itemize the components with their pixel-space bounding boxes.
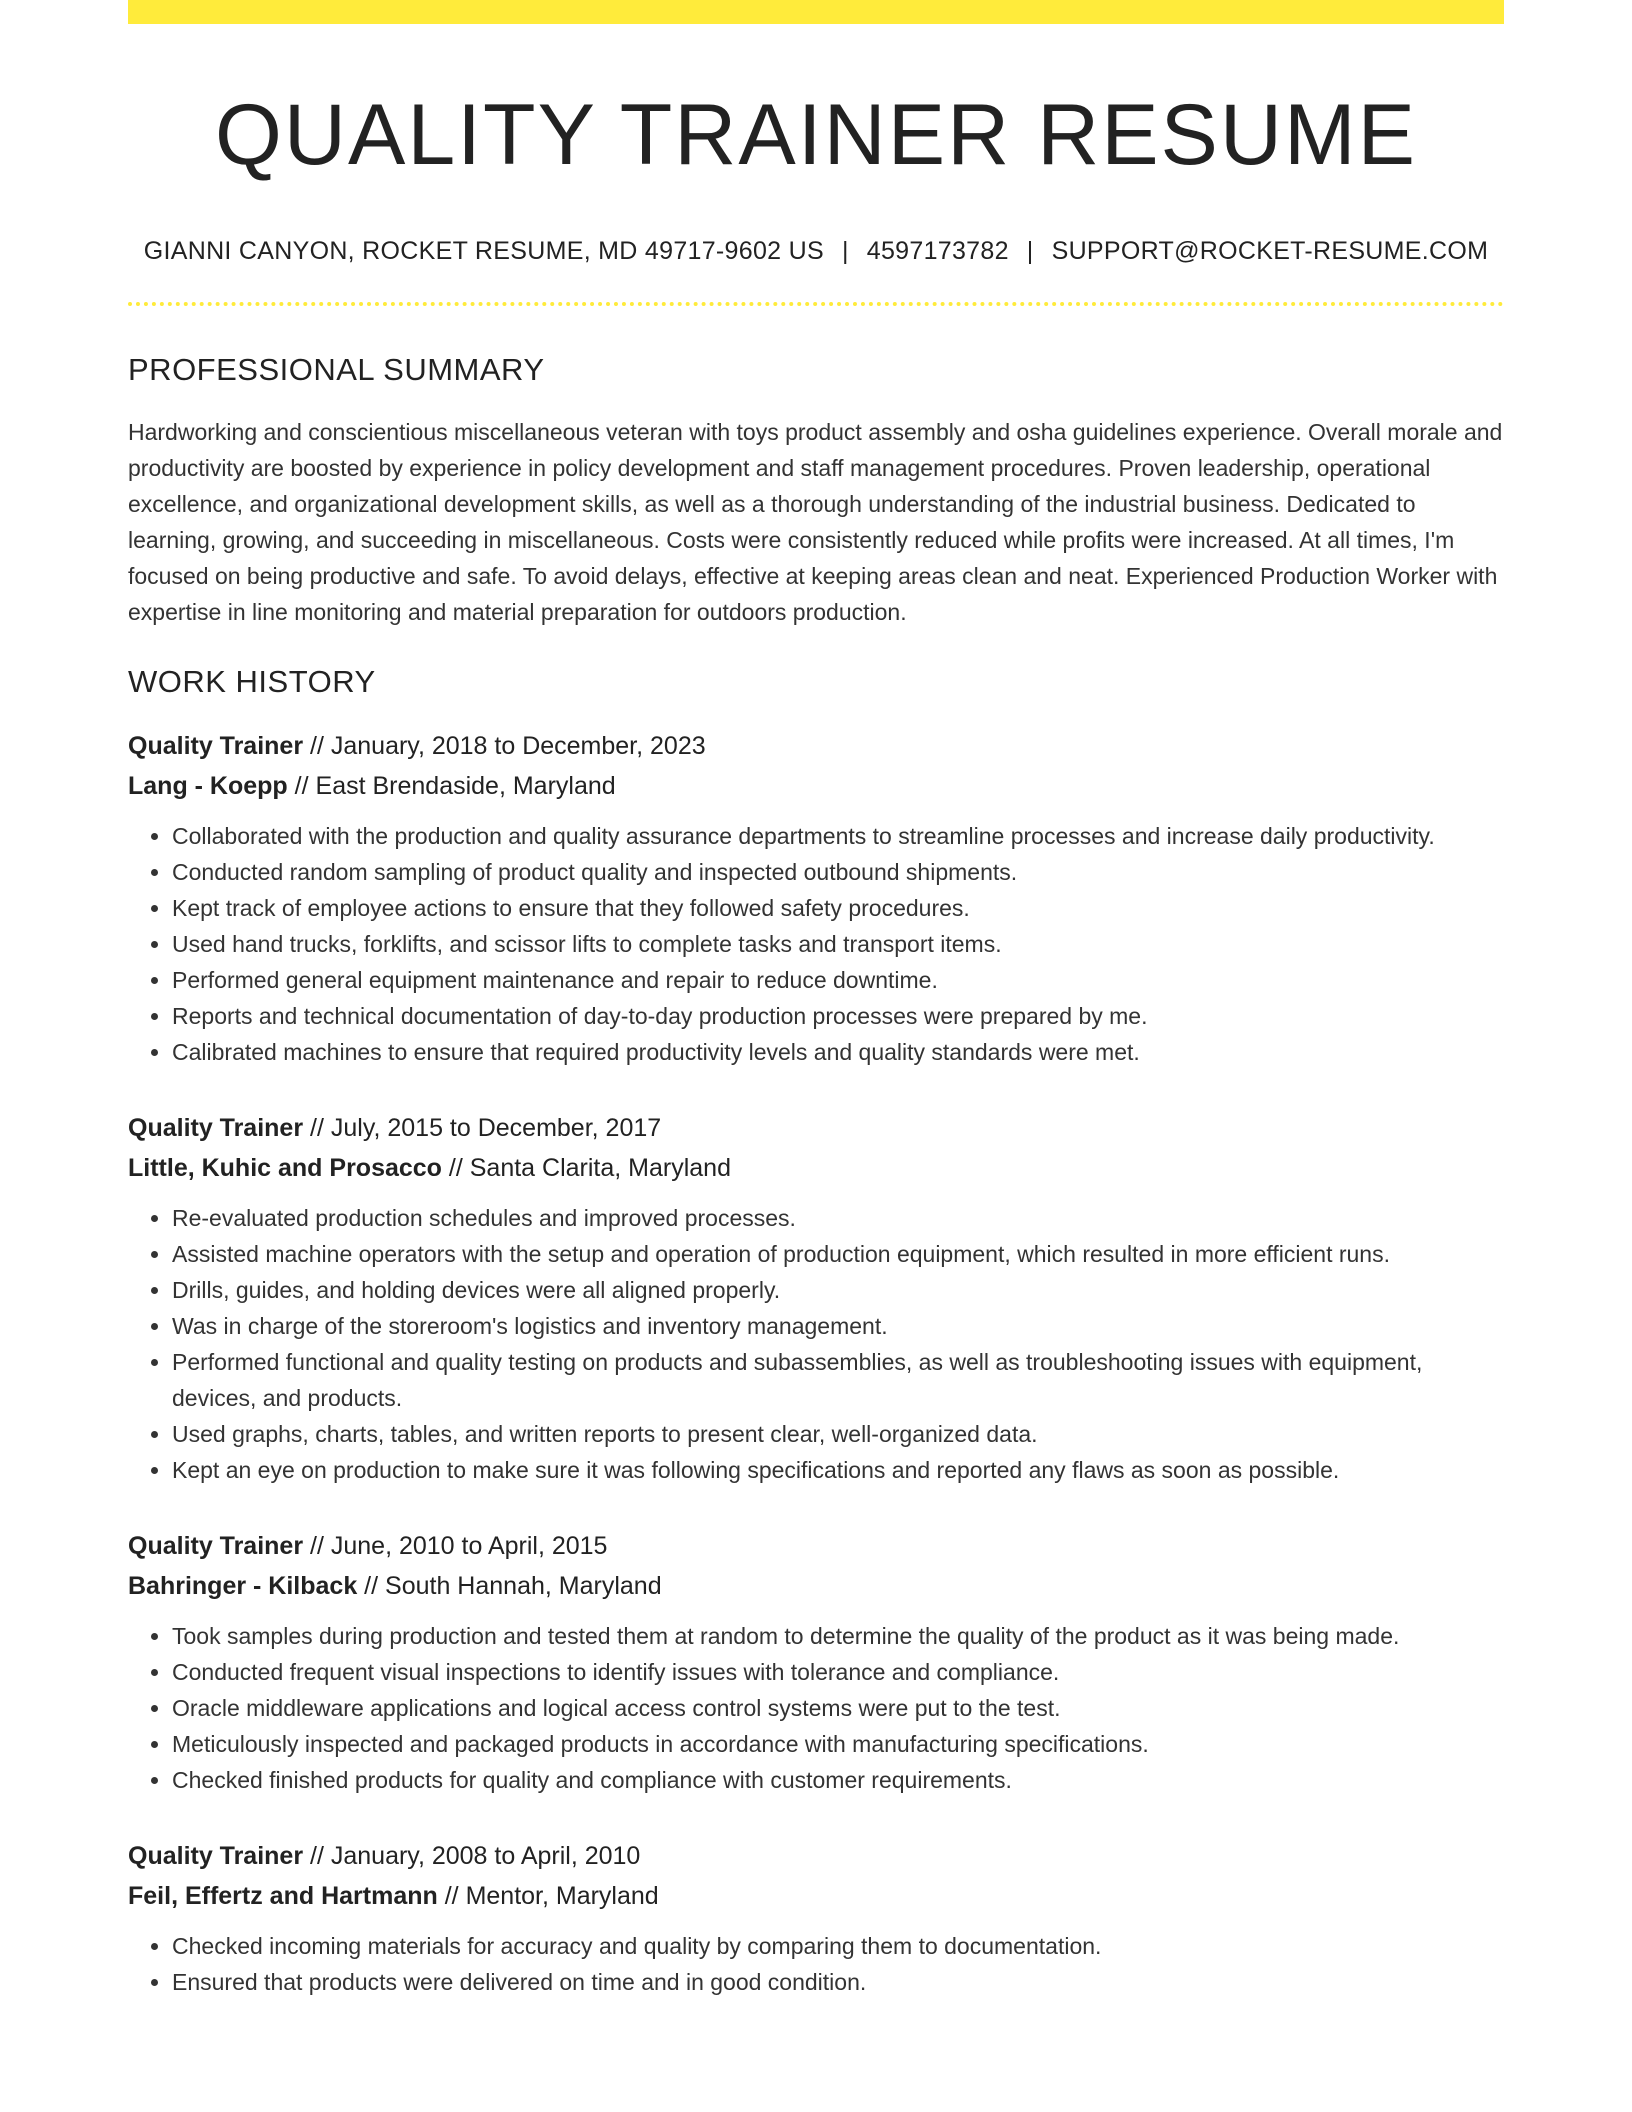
job-entry [128, 1108, 1504, 1488]
job-title: Quality Trainer [128, 732, 304, 761]
job-divider: // [441, 1154, 470, 1183]
job-bullet: • Assisted machine operators with the setup and operation of production equipment, which resulted in more efficient runs. [172, 1236, 1504, 1272]
job-entry [128, 1836, 1504, 2000]
contact-separator: | [841, 237, 849, 266]
job-divider: // [303, 732, 331, 761]
job-divider: // [303, 1114, 331, 1143]
job-company-line [128, 1148, 1504, 1188]
job-title: Quality Trainer [128, 1842, 304, 1871]
job-company: Little, Kuhic and Prosacco [128, 1154, 442, 1183]
contact-address: GIANNI CANYON, ROCKET RESUME, MD 49717-9602 US [143, 237, 824, 266]
job-bullet: • Re-evaluated production schedules and improved processes. [172, 1200, 1504, 1236]
accent-top-bar [128, 0, 1504, 24]
job-title-line [128, 1526, 1504, 1566]
job-company: Lang - Koepp [128, 772, 288, 801]
job-location: Mentor, Maryland [465, 1882, 659, 1911]
job-title-line [128, 726, 1504, 766]
job-entry [128, 726, 1504, 1070]
summary-heading: PROFESSIONAL SUMMARY [128, 352, 545, 388]
job-title: Quality Trainer [128, 1114, 304, 1143]
job-bullet-list [128, 1618, 1504, 1798]
job-location: South Hannah, Maryland [385, 1572, 662, 1601]
job-bullet: • Ensured that products were delivered on time and in good condition. [172, 1964, 1504, 2000]
job-divider: // [437, 1882, 466, 1911]
work-history-list [128, 726, 1504, 2000]
job-divider: // [303, 1842, 331, 1871]
job-entry [128, 1526, 1504, 1798]
job-bullet: • Drills, guides, and holding devices were all aligned properly. [172, 1272, 1504, 1308]
job-bullet: • Was in charge of the storeroom's logistics and inventory management. [172, 1308, 1504, 1344]
job-location: Santa Clarita, Maryland [469, 1154, 731, 1183]
job-title: Quality Trainer [128, 1532, 304, 1561]
contact-line [128, 237, 1504, 266]
job-company: Bahringer - Kilback [128, 1572, 358, 1601]
job-company: Feil, Effertz and Hartmann [128, 1882, 438, 1911]
job-divider: // [303, 1532, 331, 1561]
job-bullet: • Kept an eye on production to make sure it was following specifications and reported any flaws as soon as possible. [172, 1452, 1504, 1488]
job-bullet: • Calibrated machines to ensure that required productivity levels and quality standards were met. [172, 1034, 1504, 1070]
job-bullet: • Collaborated with the production and quality assurance departments to streamline processes and increase daily productivity. [172, 818, 1504, 854]
job-bullet: • Meticulously inspected and packaged products in accordance with manufacturing specifications. [172, 1726, 1504, 1762]
work-history-heading: WORK HISTORY [128, 664, 376, 700]
summary-text: Hardworking and conscientious miscellaneous veteran with toys product assembly and osha guidelines experience. Overall morale and productivity are boosted by experience in policy development and staff management procedures. Proven leadership, operational excellence, and organizational development skills, as well as a thorough understanding of the industrial business. Dedicated to learning, growing, and succeeding in miscellaneous. Costs were consistently reduced while profits were increased. At all times, I'm focused on being productive and safe. To avoid delays, effective at keeping areas clean and neat. Experienced Production Worker with expertise in line monitoring and material preparation for outdoors production. [128, 419, 1503, 626]
job-bullet-list [128, 1200, 1504, 1488]
job-bullet-list [128, 1928, 1504, 2000]
job-bullet: • Performed functional and quality testing on products and subassemblies, as well as troubleshooting issues with equipment, devices, and products. [172, 1344, 1504, 1416]
job-bullet: • Used graphs, charts, tables, and written reports to present clear, well-organized data. [172, 1416, 1504, 1452]
job-title-line [128, 1836, 1504, 1876]
contact-email: SUPPORT@ROCKET-RESUME.COM [1051, 237, 1489, 266]
contact-phone: 4597173782 [866, 237, 1009, 266]
dotted-divider [128, 302, 1504, 306]
job-bullet: • Reports and technical documentation of day-to-day production processes were prepared by me. [172, 998, 1504, 1034]
job-location: East Brendaside, Maryland [315, 772, 616, 801]
job-bullet: • Performed general equipment maintenance and repair to reduce downtime. [172, 962, 1504, 998]
job-bullet: • Checked incoming materials for accuracy and quality by comparing them to documentation. [172, 1928, 1504, 1964]
job-company-line [128, 766, 1504, 806]
job-bullet: • Conducted frequent visual inspections to identify issues with tolerance and compliance. [172, 1654, 1504, 1690]
contact-separator: | [1026, 237, 1034, 266]
job-title-line [128, 1108, 1504, 1148]
job-bullet: • Checked finished products for quality and compliance with customer requirements. [172, 1762, 1504, 1798]
job-bullet: • Took samples during production and tested them at random to determine the quality of the product as it was being made. [172, 1618, 1504, 1654]
job-bullet: • Oracle middleware applications and logical access control systems were put to the test. [172, 1690, 1504, 1726]
job-dates: June, 2010 to April, 2015 [330, 1532, 608, 1561]
resume-title: QUALITY TRAINER RESUME [214, 87, 1418, 183]
job-dates: January, 2018 to December, 2023 [330, 732, 706, 761]
job-bullet-list [128, 818, 1504, 1070]
job-company-line [128, 1876, 1504, 1916]
job-divider: // [287, 772, 316, 801]
job-company-line [128, 1566, 1504, 1606]
job-bullet: • Kept track of employee actions to ensure that they followed safety procedures. [172, 890, 1504, 926]
job-dates: January, 2008 to April, 2010 [330, 1842, 641, 1871]
job-divider: // [357, 1572, 386, 1601]
job-bullet: • Used hand trucks, forklifts, and scissor lifts to complete tasks and transport items. [172, 926, 1504, 962]
job-dates: July, 2015 to December, 2017 [330, 1114, 662, 1143]
resume-page [128, 0, 1504, 2000]
job-bullet: • Conducted random sampling of product quality and inspected outbound shipments. [172, 854, 1504, 890]
